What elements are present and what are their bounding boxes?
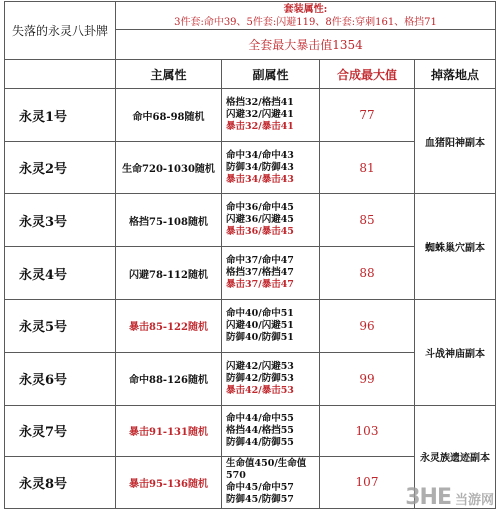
sub-attribute-line: 暴击37/暴击47: [226, 279, 294, 290]
max-value: 77: [320, 89, 415, 142]
header-empty: [5, 60, 116, 89]
sub-attribute-line: 防御40/防御51: [226, 331, 294, 343]
main-attribute: 暴击85-122随机: [116, 299, 222, 352]
sub-attribute-line: 命中44/命中55: [226, 412, 294, 424]
max-value: 103: [320, 405, 415, 456]
table-title: 失落的永灵八卦牌: [5, 2, 116, 60]
sub-attribute-line: 闪避42/闪避53: [226, 360, 294, 372]
item-name: 永灵8号: [5, 456, 116, 508]
sub-attribute-line: 格挡37/格挡47: [226, 267, 294, 278]
sub-attribute-line: 闪避32/闪避41: [226, 109, 294, 121]
item-name: 永灵3号: [5, 194, 116, 247]
sub-attributes: [222, 299, 320, 352]
sub-attribute-line: 570: [226, 470, 246, 482]
sub-attribute-line: 防御45/防御57: [226, 494, 294, 506]
drop-location: 斗战神庙副本: [415, 299, 496, 405]
max-value: 88: [320, 247, 415, 299]
max-value: 107: [320, 456, 415, 508]
drop-location: 血猪阳神副本: [415, 89, 496, 194]
sub-attributes: [222, 142, 320, 194]
sub-attributes: [222, 194, 320, 247]
sub-attribute-line: 命中45/命中57: [226, 482, 294, 494]
table-row: [5, 194, 496, 247]
sub-attribute-line: 命中34/命中43: [226, 149, 294, 161]
sub-attribute-line: 闪避36/闪避45: [226, 214, 294, 226]
main-attribute: 格挡75-108随机: [116, 194, 222, 247]
drop-location: 永灵族遗迹副本: [415, 405, 496, 508]
main-attribute: 命中68-98随机: [116, 89, 222, 142]
max-value: 85: [320, 194, 415, 247]
main-attribute: 闪避78-112随机: [116, 247, 222, 299]
sub-attribute-line: 命中40/命中51: [226, 307, 294, 319]
sub-attribute-line: 防御44/防御55: [226, 436, 294, 448]
item-name: 永灵4号: [5, 247, 116, 299]
drop-location: 蜘蛛巢穴副本: [415, 194, 496, 299]
sub-attributes: [222, 352, 320, 405]
max-value: 81: [320, 142, 415, 194]
sub-attributes: [222, 247, 320, 299]
main-attribute: 暴击91-131随机: [116, 405, 222, 456]
table-row: [5, 89, 496, 142]
sub-attributes: [222, 89, 320, 142]
table-row: [5, 299, 496, 352]
max-crit-total: 全套最大暴击值1354: [116, 30, 496, 60]
eternal-bagua-table: [4, 1, 496, 509]
sub-attribute-line: 生命值450/生命值: [226, 458, 307, 470]
sub-attribute-line: 防御34/防御43: [226, 161, 294, 173]
header-max-value: 合成最大值: [320, 60, 415, 89]
header-drop-location: 掉落地点: [415, 60, 496, 89]
sub-attribute-line: 暴击36/暴击45: [226, 226, 294, 238]
sub-attribute-line: 命中37/命中47: [226, 255, 294, 266]
sub-attribute-line: 命中36/命中45: [226, 202, 294, 214]
table-row: [5, 405, 496, 456]
item-name: 永灵5号: [5, 299, 116, 352]
watermark-logo: 3HE: [405, 485, 451, 510]
set-bonus-cell: [116, 2, 496, 30]
max-value: 96: [320, 299, 415, 352]
sub-attribute-line: 防御42/防御53: [226, 372, 294, 384]
main-attribute: 命中88-126随机: [116, 352, 222, 405]
header-main-attr: 主属性: [116, 60, 222, 89]
sub-attributes: [222, 405, 320, 456]
sub-attribute-line: 暴击42/暴击53: [226, 384, 294, 396]
set-bonus-heading: 套装属性:: [283, 3, 328, 15]
item-name: 永灵2号: [5, 142, 116, 194]
sub-attribute-line: 暴击32/暴击41: [226, 121, 294, 133]
max-value: 99: [320, 352, 415, 405]
watermark: [405, 485, 494, 510]
sub-attribute-line: 暴击34/暴击43: [226, 173, 294, 185]
sub-attribute-line: 格挡44/格挡55: [226, 424, 294, 436]
item-name: 永灵7号: [5, 405, 116, 456]
header-sub-attr: 副属性: [222, 60, 320, 89]
watermark-site: 当游网: [454, 493, 494, 508]
sub-attribute-line: 格挡32/格挡41: [226, 97, 294, 109]
sub-attribute-line: 闪避40/闪避51: [226, 319, 294, 331]
main-attribute: 暴击95-136随机: [116, 456, 222, 508]
item-name: 永灵1号: [5, 89, 116, 142]
item-name: 永灵6号: [5, 352, 116, 405]
set-bonus-text: 3件套:命中39、5件套:闪避119、8件套:穿刺161、格挡71: [174, 16, 437, 28]
sub-attributes: [222, 456, 320, 508]
main-attribute: 生命720-1030随机: [116, 142, 222, 194]
